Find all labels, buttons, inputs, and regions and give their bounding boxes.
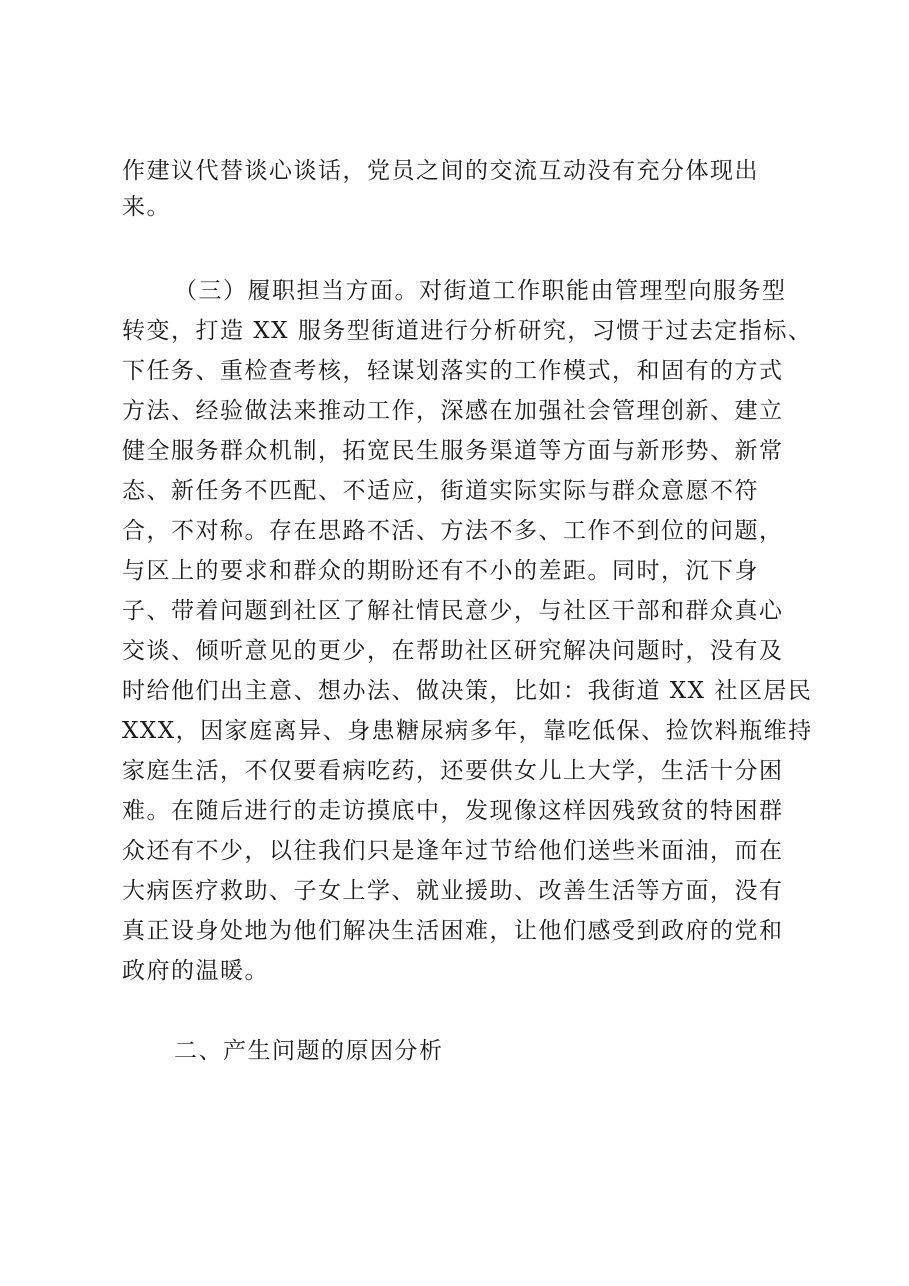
text-line: 态、新任务不匹配、不适应，街道实际实际与群众意愿不符 [122, 478, 759, 504]
text-line: （三）履职担当方面。对街道工作职能由管理型向服务型 [174, 278, 787, 304]
text-line: 大病医疗救助、子女上学、就业援助、改善生活等方面，没有 [122, 878, 784, 904]
text-line: 合，不对称。存在思路不活、方法不多、工作不到位的问题， [122, 518, 784, 544]
text-line: 时给他们出主意、想办法、做决策，比如：我街道 XX 社区居民 [122, 678, 813, 704]
section-heading: 二、产生问题的原因分析 [174, 1038, 444, 1064]
text-line: 转变，打造 XX 服务型街道进行分析研究，习惯于过去定指标、 [122, 318, 813, 344]
text-line: 来。 [122, 194, 171, 220]
text-line: 真正设身处地为他们解决生活困难，让他们感受到政府的党和 [122, 918, 784, 944]
text-line: 子、带着问题到社区了解社情民意少，与社区干部和群众真心 [122, 598, 784, 624]
text-line: 健全服务群众机制，拓宽民生服务渠道等方面与新形势、新常 [122, 438, 784, 464]
text-line: 众还有不少，以往我们只是逢年过节给他们送些米面油，而在 [122, 838, 784, 864]
text-line: 下任务、重检查考核，轻谋划落实的工作模式，和固有的方式 [122, 358, 784, 384]
text-line: 方法、经验做法来推动工作，深感在加强社会管理创新、建立 [122, 398, 784, 424]
text-line: 作建议代替谈心谈话，党员之间的交流互动没有充分体现出 [122, 158, 759, 184]
text-line: 交谈、倾听意见的更少，在帮助社区研究解决问题时，没有及 [122, 638, 784, 664]
text-line: 与区上的要求和群众的期盼还有不小的差距。同时，沉下身 [122, 558, 759, 584]
text-line: 难。在随后进行的走访摸底中，发现像这样因残致贫的特困群 [122, 798, 784, 824]
text-line: 家庭生活，不仅要看病吃药，还要供女儿上大学，生活十分困 [122, 758, 784, 784]
text-line: 政府的温暖。 [122, 958, 269, 984]
text-line: XXX，因家庭离异、身患糖尿病多年，靠吃低保、捡饮料瓶维持 [122, 718, 813, 744]
